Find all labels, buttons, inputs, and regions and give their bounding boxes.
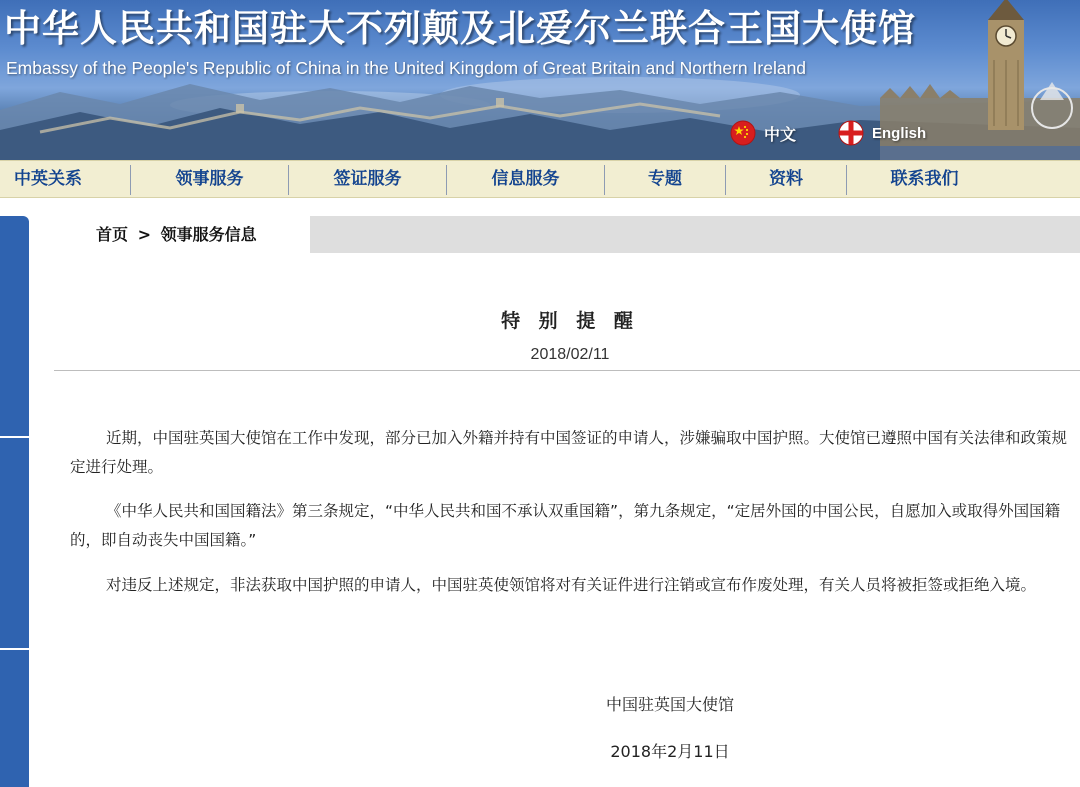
nav-item-information-services[interactable]: 信息服务 (491, 169, 560, 189)
breadcrumb-separator: > (137, 225, 151, 244)
language-english-link[interactable] (838, 119, 926, 147)
main-navigation (0, 160, 1080, 198)
uk-flag-icon (838, 120, 864, 146)
nav-item-china-uk-relations[interactable]: 中英关系 (14, 169, 82, 189)
article-paragraph: 《中华人民共和国国籍法》第三条规定，“中华人民共和国不承认双重国籍”，第九条规定，“定居外国的中国公民，自愿加入或取得外国国籍的，即自动丧失中国国籍。” (70, 502, 1061, 549)
nav-item-consular-services[interactable]: 领事服务 (175, 169, 244, 189)
article-divider (54, 370, 1080, 371)
article-title: 特 别 提 醒 (501, 310, 639, 332)
article-date: 2018/02/11 (530, 346, 610, 363)
article-signature: 中国驻英国大使馆 (605, 695, 734, 714)
breadcrumb-home-link[interactable]: 首页 (96, 225, 129, 244)
nav-item-contact-us[interactable]: 联系我们 (890, 169, 959, 189)
china-flag-icon (730, 120, 756, 146)
article-paragraph: 近期，中国驻英国大使馆在工作中发现，部分已加入外籍并持有中国签证的申请人，涉嫌骗取中国护照。大使馆已遵照中国有关法律和政策规定进行处理。 (70, 429, 1068, 476)
breadcrumb-current-link[interactable]: 领事服务信息 (160, 225, 257, 244)
site-title-chinese: 中华人民共和国驻大不列颠及北爱尔兰联合王国大使馆 (4, 7, 916, 50)
left-sidebar-strip (0, 216, 29, 787)
nav-item-resources[interactable]: 资料 (769, 169, 803, 189)
site-banner (0, 0, 1080, 160)
site-title-english: Embassy of the People's Republic of China in the United Kingdom of Great Britain and Northern Ireland (6, 58, 807, 78)
nav-item-visa-services[interactable]: 签证服务 (333, 169, 402, 189)
sidebar-divider (0, 648, 29, 650)
breadcrumb (52, 216, 310, 253)
language-english-label: English (872, 124, 927, 142)
language-chinese-link[interactable] (730, 119, 796, 147)
article-paragraph: 对违反上述规定，非法获取中国护照的申请人，中国驻英使领馆将对有关证件进行注销或宣布作废处理，有关人员将被拒签或拒绝入境。 (106, 576, 1037, 594)
language-chinese-label: 中文 (764, 126, 797, 144)
breadcrumb-bar (52, 216, 1080, 253)
sidebar-divider (0, 436, 29, 438)
nav-item-topics[interactable]: 专题 (648, 169, 682, 189)
article-sign-date: 2018年2月11日 (610, 742, 730, 761)
